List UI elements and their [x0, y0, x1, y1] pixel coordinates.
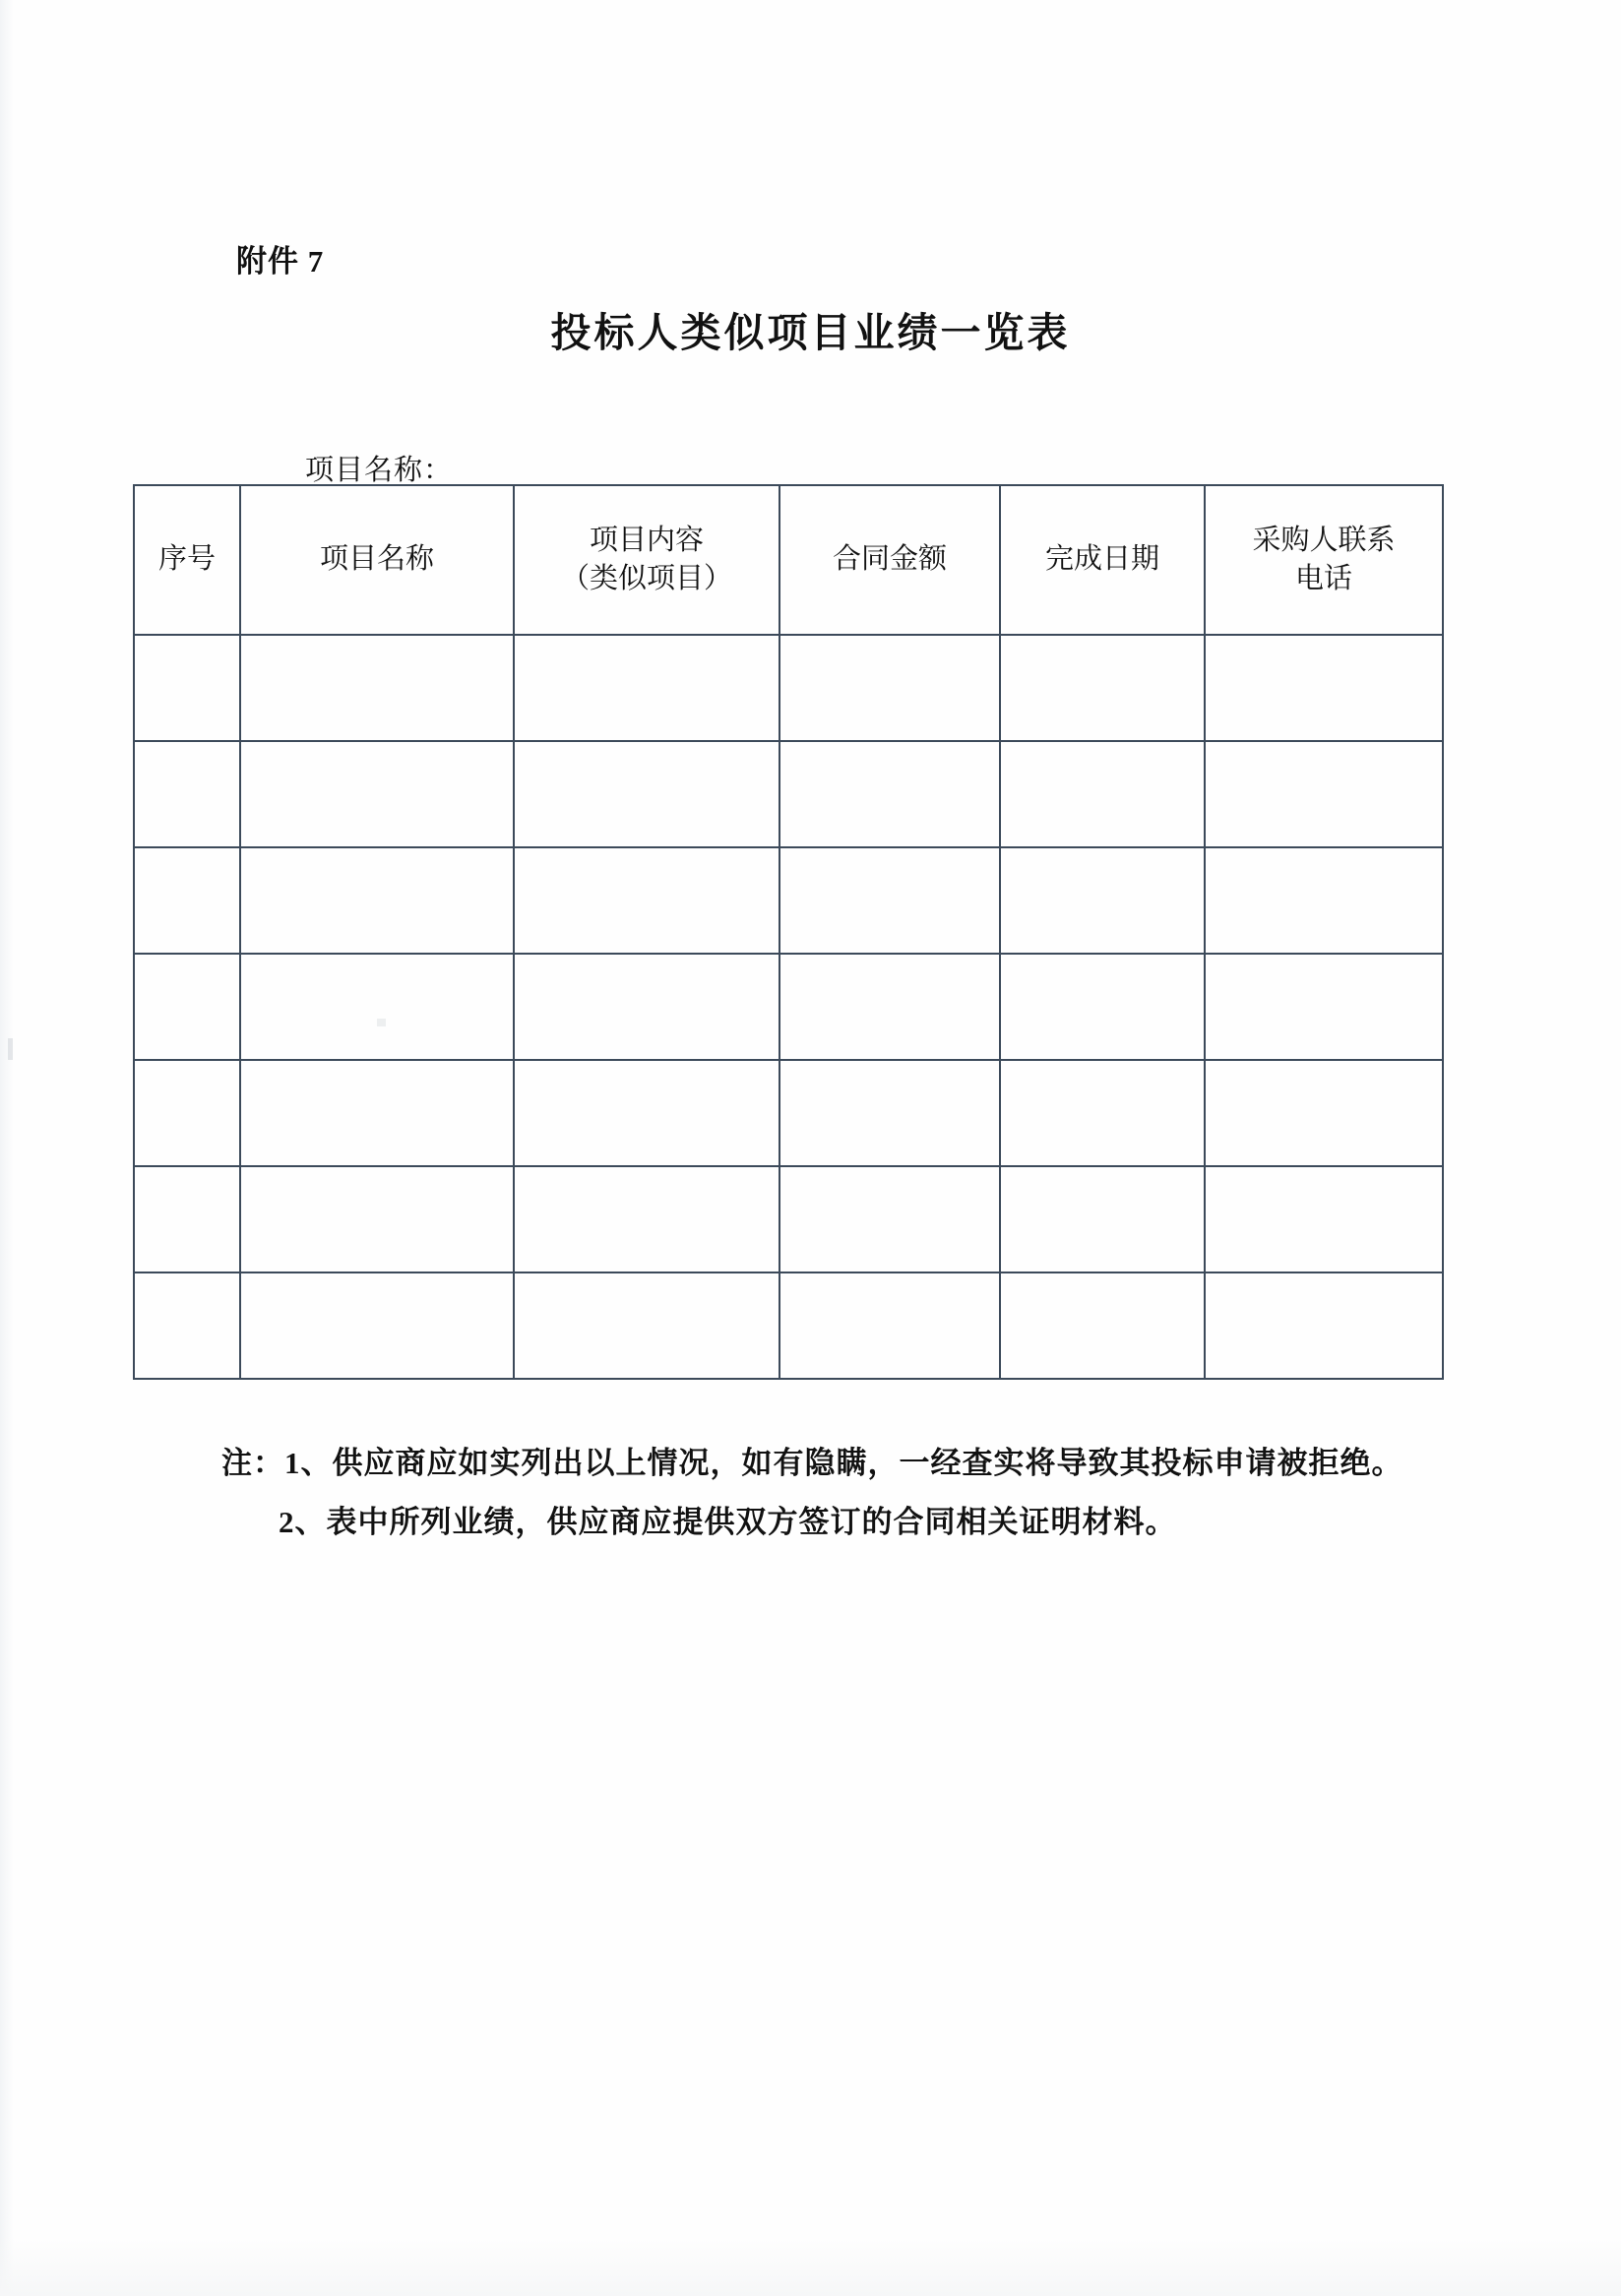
table-header-cell-contract-amount [779, 485, 1000, 635]
table-cell-completion-date[interactable] [1000, 635, 1205, 741]
table-cell-index[interactable] [134, 954, 240, 1060]
table-cell-purchaser-phone[interactable] [1205, 741, 1443, 847]
table-header-cell-project-name [240, 485, 514, 635]
table-header-line1: 项目内容 [589, 524, 704, 556]
table-row [134, 954, 1443, 1060]
table-cell-index[interactable] [134, 847, 240, 954]
table-header-line1: 序号 [157, 543, 216, 576]
performance-table [133, 484, 1444, 1380]
table-row [134, 1166, 1443, 1272]
table-cell-completion-date[interactable] [1000, 847, 1205, 954]
table-cell-project-name[interactable] [240, 1060, 514, 1166]
table-header-cell-index [134, 485, 240, 635]
table-header-cell-completion-date [1000, 485, 1205, 635]
table-cell-project-content[interactable] [514, 1166, 779, 1272]
scan-speck [8, 1038, 13, 1060]
table-row [134, 635, 1443, 741]
table-header-line1: 采购人联系 [1252, 524, 1396, 556]
project-name-field-label: 项目名称： [305, 455, 454, 486]
table-cell-index[interactable] [134, 1272, 240, 1379]
table-cell-purchaser-phone[interactable] [1205, 1272, 1443, 1379]
table-cell-project-name[interactable] [240, 635, 514, 741]
table-cell-contract-amount[interactable] [779, 847, 1000, 954]
table-cell-completion-date[interactable] [1000, 954, 1205, 1060]
table-cell-contract-amount[interactable] [779, 741, 1000, 847]
table-header-cell-project-content [514, 485, 779, 635]
attachment-label: 附件 7 [236, 244, 325, 279]
table-cell-completion-date[interactable] [1000, 1272, 1205, 1379]
table-cell-index[interactable] [134, 635, 240, 741]
table-cell-project-content[interactable] [514, 1272, 779, 1379]
table-cell-contract-amount[interactable] [779, 635, 1000, 741]
table-header-line1: 完成日期 [1044, 543, 1159, 576]
table-header-line2: （类似项目） [560, 563, 732, 594]
page-title: 投标人类似项目业绩一览表 [550, 310, 1071, 355]
table-header-row [134, 485, 1443, 635]
table-cell-index[interactable] [134, 1166, 240, 1272]
table-cell-completion-date[interactable] [1000, 1060, 1205, 1166]
table-cell-project-name[interactable] [240, 954, 514, 1060]
table-cell-contract-amount[interactable] [779, 1060, 1000, 1166]
table-row [134, 1272, 1443, 1379]
table-row [134, 741, 1443, 847]
table-cell-project-name[interactable] [240, 1272, 514, 1379]
table-cell-purchaser-phone[interactable] [1205, 954, 1443, 1060]
table-cell-project-content[interactable] [514, 635, 779, 741]
note-item-1: 注：1、供应商应如实列出以上情况，如有隐瞒，一经查实将导致其投标申请被拒绝。 [221, 1446, 1403, 1480]
table-cell-completion-date[interactable] [1000, 741, 1205, 847]
table-cell-project-name[interactable] [240, 741, 514, 847]
table-cell-contract-amount[interactable] [779, 954, 1000, 1060]
table-row [134, 1060, 1443, 1166]
notes-section [221, 1437, 1442, 1550]
table-cell-purchaser-phone[interactable] [1205, 635, 1443, 741]
table-row [134, 847, 1443, 954]
scan-edge-shading-bottom [0, 2237, 1621, 2296]
table-header-line1: 项目名称 [319, 543, 434, 576]
table-cell-project-content[interactable] [514, 741, 779, 847]
table-cell-project-content[interactable] [514, 954, 779, 1060]
table-cell-completion-date[interactable] [1000, 1166, 1205, 1272]
table-header-cell-purchaser-phone [1205, 485, 1443, 635]
table-cell-index[interactable] [134, 741, 240, 847]
table-cell-project-content[interactable] [514, 1060, 779, 1166]
table-cell-purchaser-phone[interactable] [1205, 1166, 1443, 1272]
table-cell-contract-amount[interactable] [779, 1166, 1000, 1272]
table-cell-project-name[interactable] [240, 847, 514, 954]
table-header-line2: 电话 [1294, 563, 1352, 594]
table-cell-project-name[interactable] [240, 1166, 514, 1272]
table-cell-project-content[interactable] [514, 847, 779, 954]
table-cell-index[interactable] [134, 1060, 240, 1166]
note-item-2: 2、表中所列业绩，供应商应提供双方签订的合同相关证明材料。 [279, 1505, 1177, 1540]
table-cell-purchaser-phone[interactable] [1205, 1060, 1443, 1166]
table-cell-contract-amount[interactable] [779, 1272, 1000, 1379]
table-cell-purchaser-phone[interactable] [1205, 847, 1443, 954]
table-header-line1: 合同金额 [832, 543, 947, 576]
